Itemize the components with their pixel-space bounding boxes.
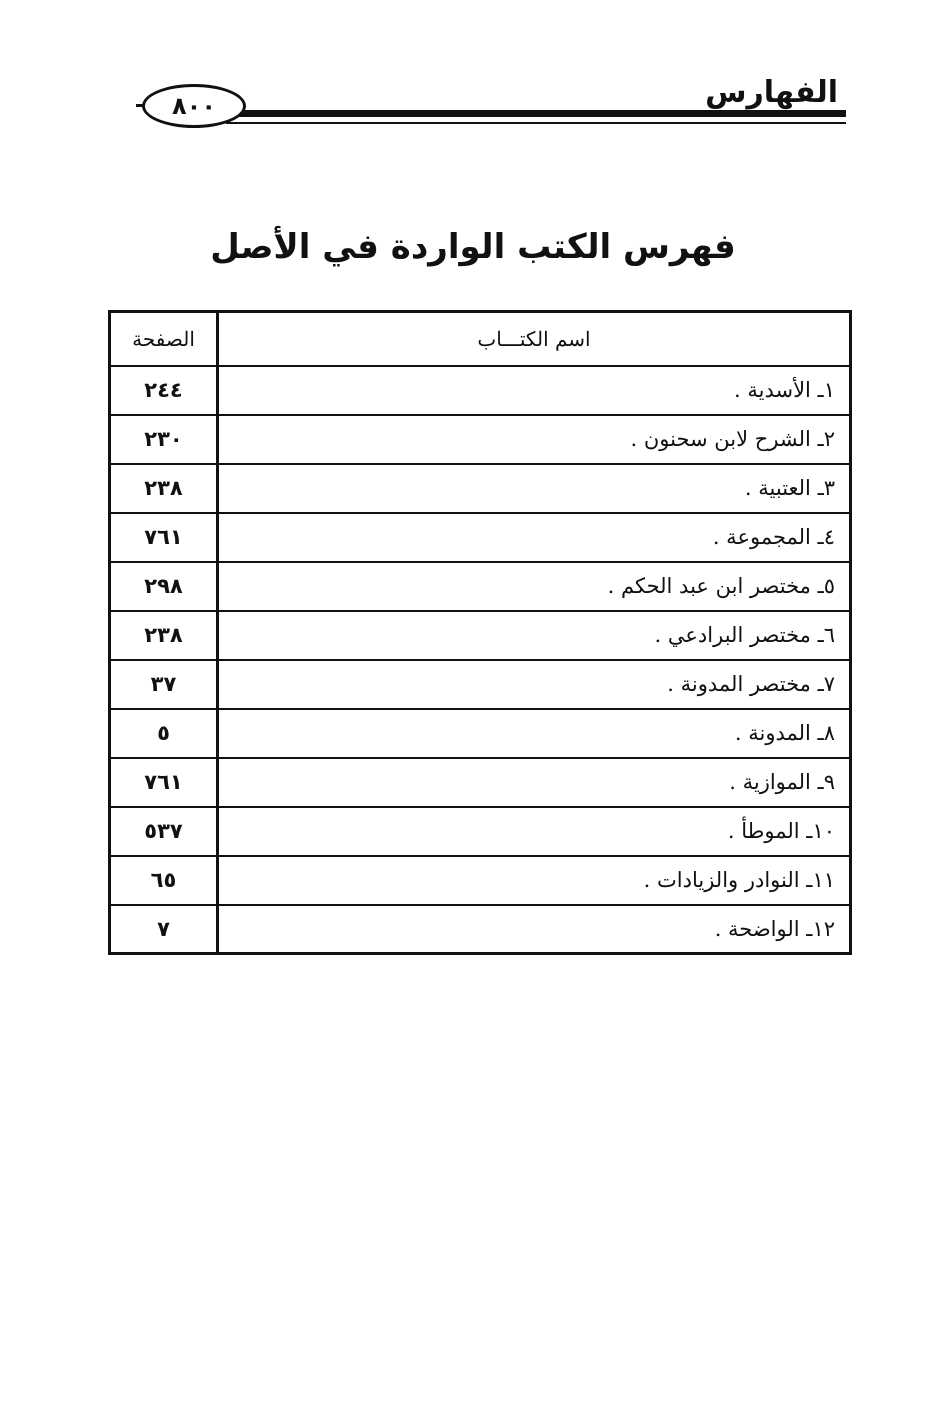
table-row: [110, 807, 851, 856]
book-name-cell: ٥ـ مختصر ابن عبد الحكم .: [218, 562, 851, 611]
page-number-cell: ٥: [110, 709, 218, 758]
table-header-row: [110, 312, 851, 366]
book-name-cell: ٢ـ الشرح لابن سحنون .: [218, 415, 851, 464]
book-name-cell: ١ـ الأسدية .: [218, 366, 851, 415]
column-header-page: الصفحة: [110, 312, 218, 366]
page-number-cell: ٢٣٨: [110, 464, 218, 513]
book-name-cell: ٨ـ المدونة .: [218, 709, 851, 758]
table-row: [110, 611, 851, 660]
table-row: [110, 758, 851, 807]
page-number-cell: ٦٥: [110, 856, 218, 905]
page-number-cell: ٢٣٠: [110, 415, 218, 464]
books-index-table: [108, 310, 852, 955]
book-name-cell: ٣ـ العتبية .: [218, 464, 851, 513]
page-number-cell: ٢٤٤: [110, 366, 218, 415]
table-row: [110, 562, 851, 611]
table-row: [110, 709, 851, 758]
page-number: ٨٠٠: [172, 92, 216, 120]
table-row: [110, 660, 851, 709]
page-title: فهرس الكتب الواردة في الأصل: [210, 227, 736, 267]
page-number-cell: ٢٣٨: [110, 611, 218, 660]
column-header-book-name: اسم الكتـــاب: [218, 312, 851, 366]
table-row: [110, 513, 851, 562]
header-rule-thick: [196, 110, 846, 117]
page-number-cell: ٧٦١: [110, 758, 218, 807]
running-header: [136, 75, 846, 138]
book-name-cell: ٧ـ مختصر المدونة .: [218, 660, 851, 709]
page-number-cell: ٥٣٧: [110, 807, 218, 856]
book-name-cell: ٤ـ المجموعة .: [218, 513, 851, 562]
header-rule-thin: [226, 122, 846, 124]
page-number-oval: [142, 84, 246, 128]
book-name-cell: ١٠ـ الموطأ .: [218, 807, 851, 856]
book-name-cell: ٦ـ مختصر البرادعي .: [218, 611, 851, 660]
table-row: [110, 464, 851, 513]
page-number-cell: ٣٧: [110, 660, 218, 709]
page-number-cell: ٧: [110, 905, 218, 954]
table-row: [110, 905, 851, 954]
table-row: [110, 856, 851, 905]
table-row: [110, 415, 851, 464]
book-name-cell: ١٢ـ الواضحة .: [218, 905, 851, 954]
section-title: الفهارس: [701, 76, 842, 110]
page-number-cell: ٧٦١: [110, 513, 218, 562]
table-row: [110, 366, 851, 415]
book-name-cell: ١١ـ النوادر والزيادات .: [218, 856, 851, 905]
page-number-cell: ٢٩٨: [110, 562, 218, 611]
book-name-cell: ٩ـ الموازية .: [218, 758, 851, 807]
